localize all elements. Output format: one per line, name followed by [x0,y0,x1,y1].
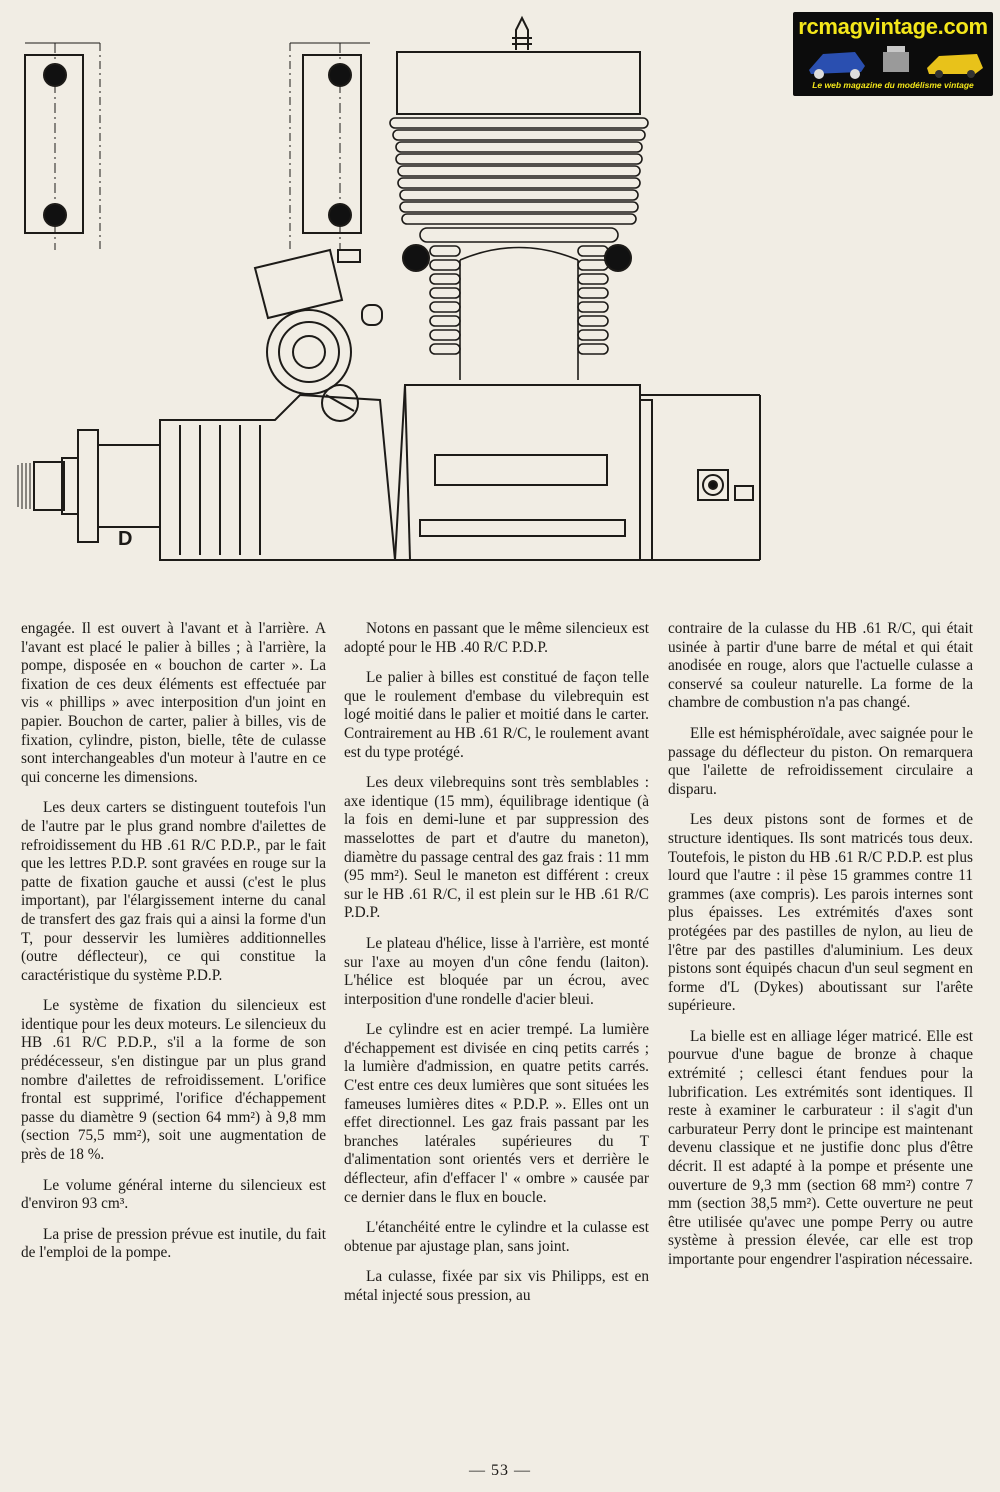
bolt-hole-right [605,245,631,271]
text-column-1 [21,620,326,1275]
paragraph: Notons en passant que le même silencieux est adopté pour le HB .40 R/C P.D.P. [344,620,649,656]
logo-title: rcmagvintage.com [798,14,988,39]
paragraph: Le palier à billes est constitué de façon telle que le roulement d'embase du vilebrequin est logé moitié dans le palier et moitié dans le carter. Contrairement au HB .61 R/C, le roulement avant est du type protégé. [344,669,649,761]
site-logo[interactable] [793,12,993,96]
logo-subtitle: Le web magazine du modélisme vintage [812,80,974,90]
paragraph: contraire de la culasse du HB .61 R/C, qui était usinée à partir d'une barre de métal et qui était anodisée en rouge, alors que l'actuelle culasse a conservé sa couleur naturelle. La forme de la chambre de combustion n'a pas changé. [668,620,973,712]
page-number: — 53 — [469,1462,531,1479]
text-column-3 [668,620,973,1282]
paragraph: Le volume général interne du silencieux est d'environ 93 cm³. [21,1176,326,1213]
paragraph: Elle est hémisphéroïdale, avec saignée pour le passage du déflecteur du piston. On remarquera que l'ailette de refroidissement circulaire a disparu. [668,724,973,798]
paragraph: Les deux pistons sont de formes et de structure identiques. Ils sont matricés tous deux. Toutefois, le piston du HB .61 R/C P.D.P. est plus lourd que l'autre : il pèse 15 grammes contre 11 grammes (axe compris). Les parois internes sont plus épaisses. Les extrémités d'axes sont protégées par des pastilles de nylon, au lieu de l'être par des pastilles d'aluminium. Les deux pistons sont équipés chacun d'un seul segment en forme d'L (Dykes) aboutissant sur l'arête supérieure. [668,811,973,1015]
text-column-2 [344,620,649,1318]
drawing-mark: D [118,528,133,550]
cylinder-head [397,18,640,114]
paragraph: Le plateau d'hélice, lisse à l'arrière, est monté sur l'axe au moyen d'un cône fendu (laiton). L'hélice est bloquée par un écrou, avec interposition d'une rondelle d'acier bleui. [344,934,649,1008]
paragraph: engagée. Il est ouvert à l'avant et à l'arrière. A l'avant est placé le palier à billes ; à l'arrière, la pompe, disposée en « bouchon de carter ». La fixation de ces deux éléments est effectuée par vis « phillips » avec interposition d'un joint en papier. Bouchon de carter, palier à billes, vis de fixation, cylindre, piston, bielle, tête de culasse sont interchangeables d'un moteur à l'autre en ce qui concerne les dimensions. [21,620,326,786]
paragraph: Le cylindre est en acier trempé. La lumière d'échappement est divisée en cinq petits carrés ; la lumière d'admission, en quatre petits carrés. C'est entre ces deux lumières que sont situées les fameuses lumières dites « P.D.P. ». Elles ont un effet directionnel. Les gaz frais passant par les branches latérales supérieures du T d'alimentation sont orientés vers et derrière le déflecteur, afin d'effacer l' « ombre » causée par ce dernier dans le flux en boucle. [344,1021,649,1206]
bolt-hole-left [403,245,429,271]
paragraph: La prise de pression prévue est inutile, du fait de l'emploi de la pompe. [21,1225,326,1262]
crankcase [395,385,760,560]
paragraph: Les deux vilebrequins sont très semblables : axe identique (15 mm), équilibrage identique (à la fois en demi-lune et par suppression des masselottes de part et d'autre du maneton), diamètre du passage central des gaz frais : 11 mm (95 mm²). Seul le maneton est différent : creux sur le HB .61 R/C, il est plein sur le HB .61 R/C P.D.P. [344,774,649,922]
paragraph: La culasse, fixée par six vis Philipps, est en métal injecté sous pression, au [344,1268,649,1304]
front-housing [18,395,395,560]
paragraph: L'étanchéité entre le cylindre et la culasse est obtenue par ajustage plan, sans joint. [344,1219,649,1255]
logo-cars-illustration [799,42,987,80]
paragraph: Les deux carters se distinguent toutefois l'un de l'autre par le plus grand nombre d'ailettes de refroidissement du HB .61 R/C P.D.P., par le fait que les lettres P.D.P. sont gravées en rouge sur la patte de fixation gauche et aussi (c'est le plus important), par l'élargissement interne du canal de transfert des gaz frais qui a ainsi la forme d'un T, pour desservir les lumières additionnelles (outre déflecteur), ce qui constitue la caractéristique du système P.D.P. [21,799,326,984]
mounting-lug-left [25,43,100,250]
mounting-lug-right [290,43,370,250]
paragraph: La bielle est en alliage léger matricé. Elle est pourvue d'une bague de bronze à chaque extrémité ; cellesci étant fendues pour la lubrification. Les extrémités sont identiques. Il reste à examiner le carburateur : il s'agit d'un carburateur Perry dont le principe est maintenant devenu classique et ne justifie donc plus d'être décrit. Il est adapté à la pompe et présente une ouverture de 9,3 mm (section 68 mm²) contre 7 mm (section 38,5 mm²). Cette ouverture ne peut être utilisée qu'avec une pompe Perry ou autre système à pression élevée, car elle est trop importante pour engendrer l'aspiration nécessaire. [668,1027,973,1268]
paragraph: Le système de fixation du silencieux est identique pour les deux moteurs. Le silencieux du HB .61 R/C P.D.P., s'il a la forme de son prédécesseur, s'en distingue par un plus grand nombre d'ailettes de refroidissement. L'orifice frontal est supprimé, l'orifice d'échappement passe du diamètre 9 (section 64 mm²) à 9,8 mm (section 75,5 mm²), soit une augmentation de près de 18 %. [21,997,327,1164]
